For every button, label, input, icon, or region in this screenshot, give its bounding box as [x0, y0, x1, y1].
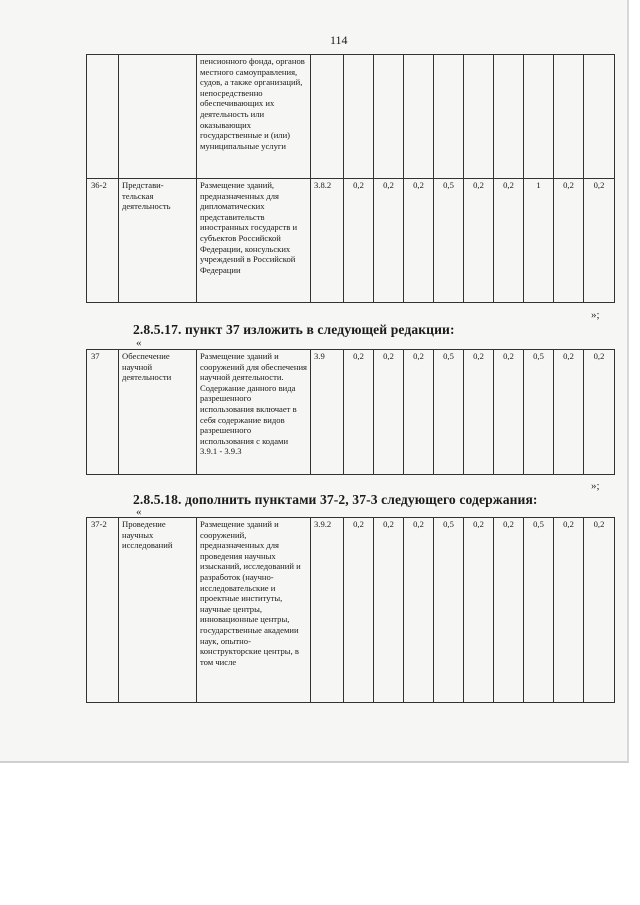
coefficient-cell [464, 55, 494, 179]
land-use-description-cell: Размещение зданий, предназначенных для дипломатических представительств иностранных государств и субъектов Российской Федерации, консульских учреждений в Российской Федерации [197, 179, 311, 303]
table-row [87, 518, 615, 703]
coefficient-cell [374, 55, 404, 179]
coefficient-cell: 0,2 [554, 518, 584, 703]
coefficient-cell: 0,2 [374, 179, 404, 303]
zoning-table-item-37 [86, 349, 615, 475]
classifier-code-cell: 3.8.2 [311, 179, 344, 303]
coefficient-cell: 0,2 [584, 350, 615, 475]
coefficient-cell [404, 55, 434, 179]
coefficient-cell [344, 55, 374, 179]
coefficient-cell: 0,2 [464, 518, 494, 703]
coefficient-cell: 0,5 [434, 350, 464, 475]
coefficient-cell: 0,5 [434, 518, 464, 703]
row-number-cell [87, 55, 119, 179]
page-number: 114 [330, 33, 348, 47]
coefficient-cell: 0,2 [584, 518, 615, 703]
coefficient-cell: 0,2 [344, 518, 374, 703]
coefficient-cell: 0,2 [404, 518, 434, 703]
table-row [87, 179, 615, 303]
classifier-code-cell: 3.9.2 [311, 518, 344, 703]
coefficient-cell: 0,2 [404, 350, 434, 475]
amendment-heading-2-8-5-17: 2.8.5.17. пункт 37 изложить в следующей редакции: [133, 322, 455, 337]
coefficient-cell: 0,2 [494, 350, 524, 475]
coefficient-cell: 0,2 [464, 179, 494, 303]
close-quote-1: »; [591, 309, 600, 321]
open-quote-1: « [136, 337, 142, 349]
classifier-code-cell [311, 55, 344, 179]
coefficient-cell: 0,2 [494, 518, 524, 703]
row-number-cell: 36-2 [87, 179, 119, 303]
coefficient-cell: 0,2 [554, 350, 584, 475]
table-row [87, 350, 615, 475]
coefficient-cell [554, 55, 584, 179]
close-quote-2: »; [591, 480, 600, 492]
coefficient-cell [524, 55, 554, 179]
coefficient-cell: 0,5 [434, 179, 464, 303]
land-use-description-cell: Размещение зданий и сооружений для обеспечения научной деятельности. Содержание данного вида разрешенного использования включает в себя содержание видов разрешенного использования с кодами 3.9.1 - 3.9.3 [197, 350, 311, 475]
coefficient-cell [494, 55, 524, 179]
coefficient-cell: 0,2 [344, 179, 374, 303]
row-number-cell: 37 [87, 350, 119, 475]
land-use-name-cell: Проведение научных исследований [119, 518, 197, 703]
zoning-table-fragment-1 [86, 54, 615, 303]
open-quote-2: « [136, 506, 142, 518]
zoning-table-item-37-2 [86, 517, 615, 703]
coefficient-cell: 1 [524, 179, 554, 303]
coefficient-cell: 0,2 [584, 179, 615, 303]
coefficient-cell: 0,2 [374, 518, 404, 703]
table-row [87, 55, 615, 179]
land-use-name-cell [119, 55, 197, 179]
land-use-description-cell: пенсионного фонда, органов местного самоуправления, судов, а также организаций, непосредственно обеспечивающих их деятельность или оказывающих государственные и (или) муниципальные услуги [197, 55, 311, 179]
coefficient-cell: 0,5 [524, 350, 554, 475]
land-use-name-cell: Обеспечение научной деятельности [119, 350, 197, 475]
coefficient-cell: 0,2 [554, 179, 584, 303]
coefficient-cell: 0,2 [404, 179, 434, 303]
row-number-cell: 37-2 [87, 518, 119, 703]
coefficient-cell: 0,2 [374, 350, 404, 475]
coefficient-cell: 0,2 [344, 350, 374, 475]
coefficient-cell: 0,2 [464, 350, 494, 475]
amendment-heading-2-8-5-18: 2.8.5.18. дополнить пунктами 37-2, 37-3 следующего содержания: [133, 492, 538, 507]
land-use-name-cell: Представи-тельская деятельность [119, 179, 197, 303]
coefficient-cell: 0,2 [494, 179, 524, 303]
land-use-description-cell: Размещение зданий и сооружений, предназначенных для проведения научных изысканий, исследований и разработок (научно-исследовательские и проектные институты, научные центры, инновационные центры, государственные академии наук, опытно-конструкторские центры, в том числе [197, 518, 311, 703]
coefficient-cell: 0,5 [524, 518, 554, 703]
classifier-code-cell: 3.9 [311, 350, 344, 475]
coefficient-cell [434, 55, 464, 179]
coefficient-cell [584, 55, 615, 179]
